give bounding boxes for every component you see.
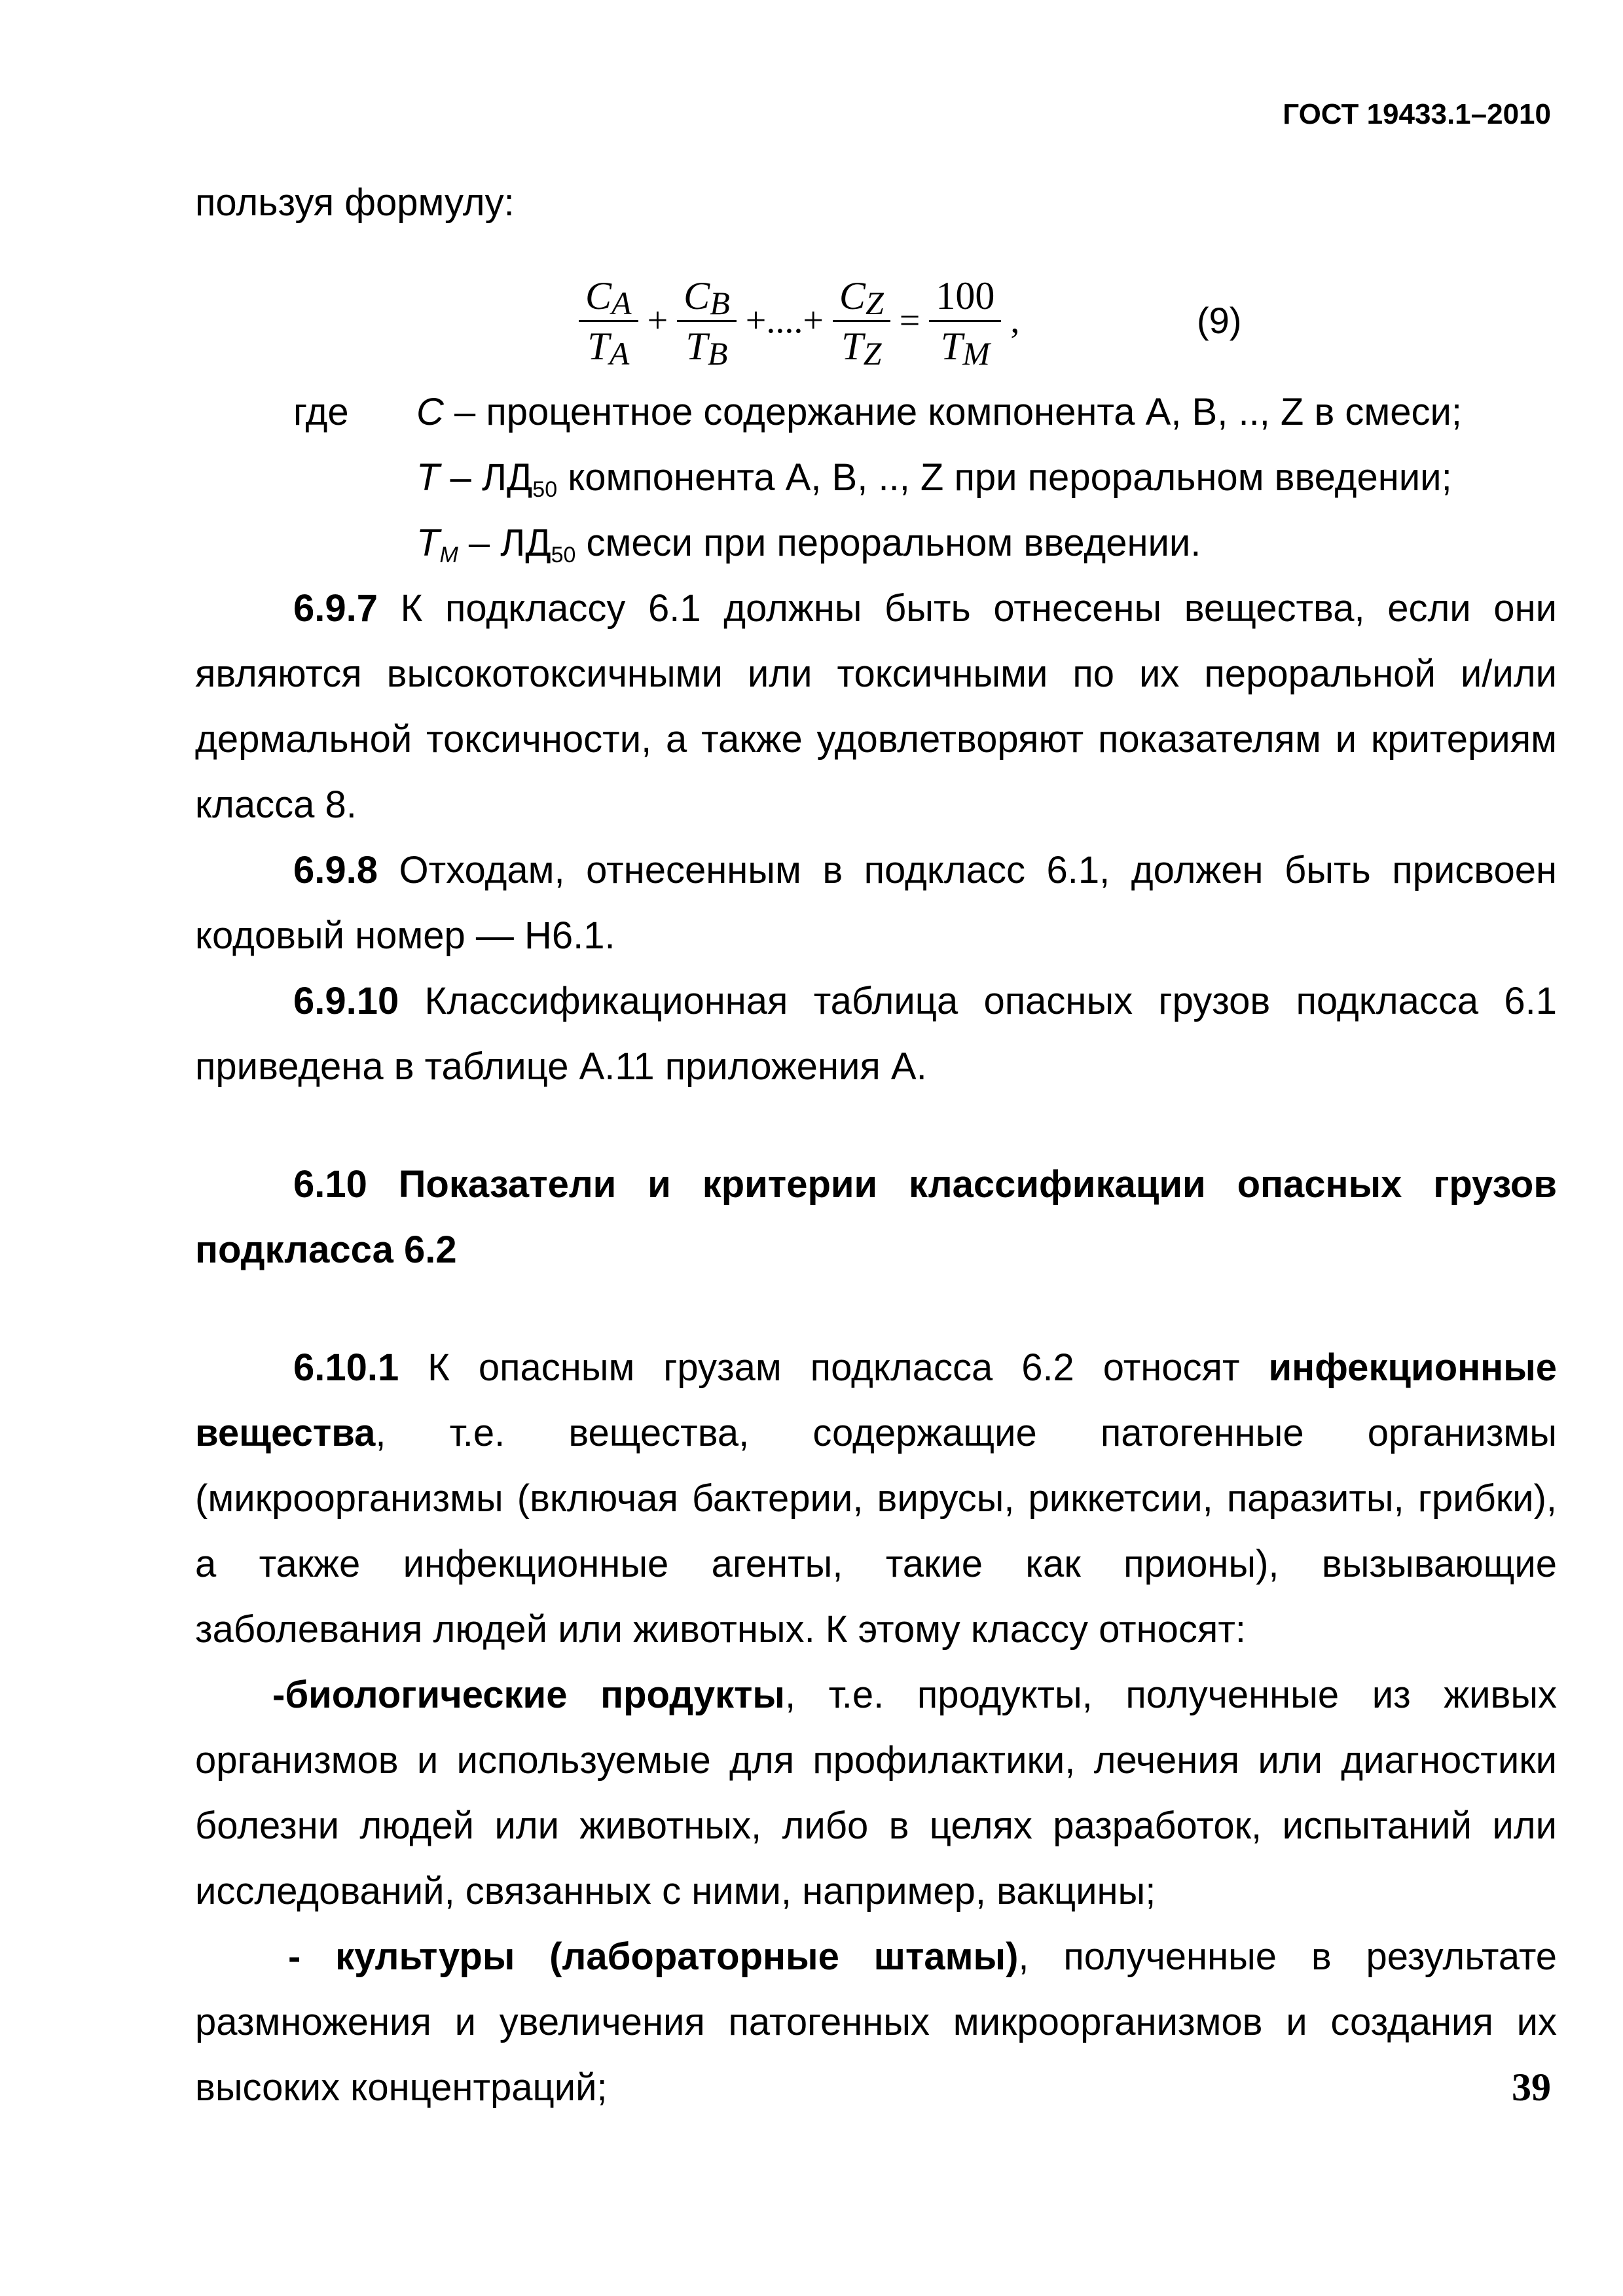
paragraph-6-9-7: 6.9.7 К подклассу 6.1 должны быть отнесены вещества, если они являются высокотоксичными или токсичными по их пероральной и/или дермальной токсичности, а также удовлетворяют показателям и критериям класса 8.	[195, 587, 1557, 826]
bullet-cultures: - культуры (лабораторные штамы), полученные в результате размножения и увеличения патогенных микроорганизмов и создания их высоких концентраций;	[195, 1935, 1557, 2109]
fraction-z: $\frac{C_Z}{T_Z}$	[833, 272, 890, 370]
paragraph-6-9-10: 6.9.10 Классификационная таблица опасных грузов подкласса 6.1 приведена в таблице A.11 приложения A.	[195, 980, 1557, 1088]
fraction-b: $\frac{C_B}{T_B}$	[677, 272, 737, 370]
document-header: ГОСТ 19433.1–2010	[1283, 98, 1551, 130]
fraction-m: $\frac{100}{T_M}$	[929, 272, 1001, 370]
section-heading-6-10: 6.10 Показатели и критерии классификации опасных грузов подкласса 6.2	[195, 1163, 1557, 1271]
formula-comma: ,	[1010, 300, 1020, 341]
intro-text: пользуя формулу:	[195, 181, 515, 224]
formula-9	[195, 236, 1557, 380]
document-body	[195, 170, 1557, 2121]
fraction-a: $\frac{C_A}{T_A}$	[579, 272, 638, 370]
formula-number: (9)	[1197, 300, 1242, 341]
page-number: 39	[1512, 2066, 1551, 2109]
formula-expression	[575, 274, 1025, 372]
ellipsis-terms: +....+	[745, 300, 824, 341]
plus-sign: +	[647, 300, 668, 341]
paragraph-6-9-8: 6.9.8 Отходам, отнесенным в подкласс 6.1, должен быть присвоен кодовый номер — H6.1.	[195, 849, 1557, 957]
where-label: где	[293, 391, 349, 433]
bullet-biological-products: -биологические продукты, т.е. продукты, полученные из живых организмов и используемые для профилактики, лечения или диагностики болезни людей или животных, либо в целях разработок, испытаний или исследований, связанных с ними, например, вакцины;	[195, 1674, 1558, 1912]
equals-sign: =	[899, 300, 921, 341]
where-definitions: где C – процентное содержание компонента A, B, .., Z в смеси; T – $ЛД_{50}$ компонента A, B, .., Z при пероральном введении; $T_M - ЛД_{50}$ смеси при пероральном введении.	[195, 380, 1557, 576]
paragraph-6-10-1: 6.10.1 К опасным грузам подкласса 6.2 относят инфекционные вещества, т.е. вещества, содержащие патогенные организмы (микроорганизмы (включая бактерии, вирусы, риккетсии, паразиты, грибки), а также инфекционные агенты, такие как прионы), вызывающие заболевания людей или животных. К этому классу относят:	[195, 1346, 1557, 1651]
